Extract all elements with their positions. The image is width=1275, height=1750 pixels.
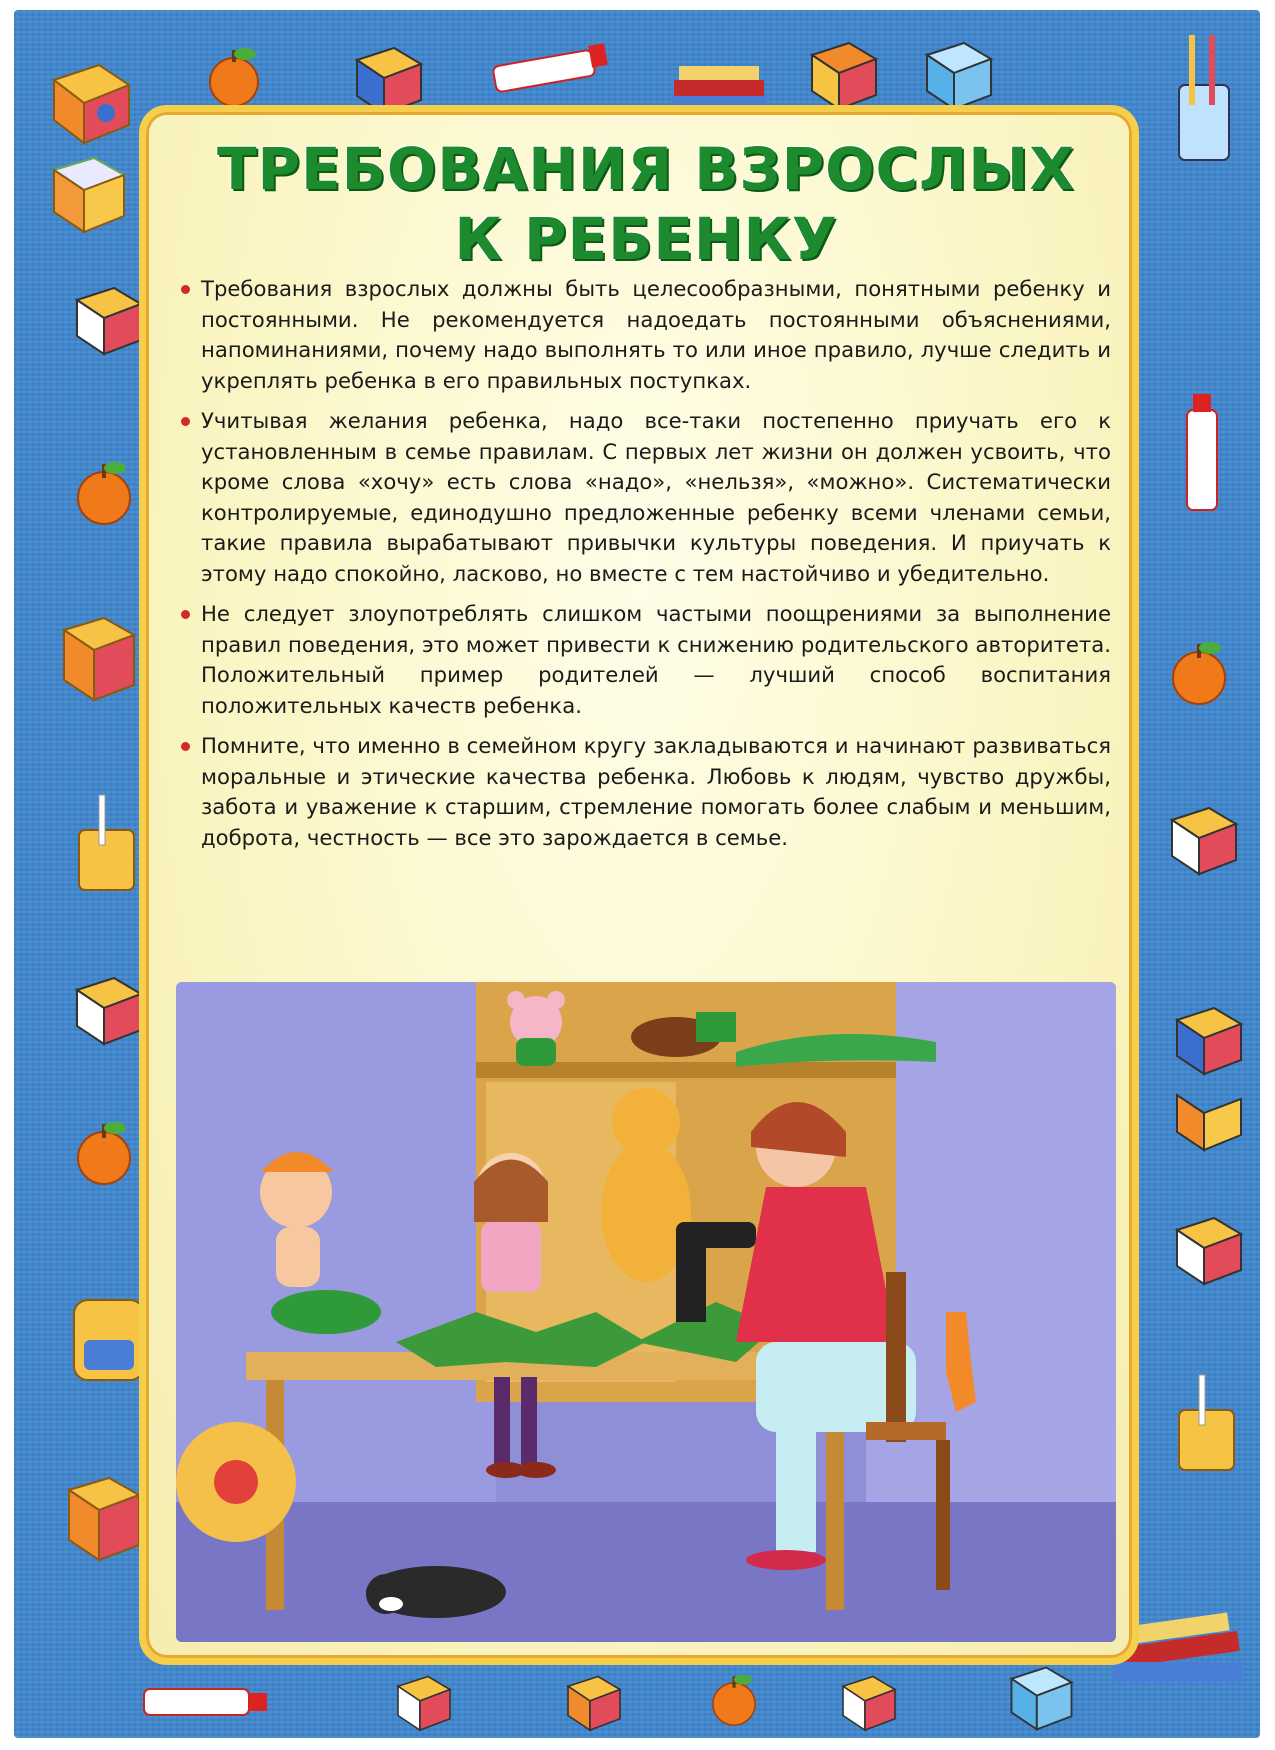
- toothpaste-icon: [484, 40, 614, 100]
- list-item-text: Учитывая желания ребенка, надо все-таки постепенно приучать его к установленным в семье правилам. С первых лет жизни он должен усвоить, что кроме слова «хочу» есть слова «надо», «нельзя», «можно». Систематически контролируемые, единодушно предложенные ребенку всеми членами семьи, такие правила вырабатывают привычки культуры поведения. И приучать к этому надо спокойно, ласково, но вместе с тем настойчиво и убедительно.: [201, 408, 1111, 586]
- toy-block-icon: [559, 1670, 629, 1735]
- toy-block-icon: [44, 55, 139, 150]
- list-item: [181, 731, 1111, 853]
- bullet-icon: [181, 417, 190, 426]
- bullet-icon: [181, 742, 190, 751]
- poster: [14, 10, 1260, 1738]
- toy-block-icon: [69, 970, 149, 1050]
- toy-block-icon: [69, 280, 149, 390]
- toy-block-icon: [1169, 1210, 1249, 1290]
- list-item: [181, 599, 1111, 721]
- toy-block-icon: [804, 35, 884, 115]
- apple-icon: [69, 1110, 139, 1190]
- toy-block-icon: [1169, 1000, 1249, 1170]
- toothbrush-cup-icon: [1169, 1370, 1249, 1480]
- apple-icon: [69, 450, 139, 530]
- list-item: [181, 274, 1111, 396]
- toy-block-icon: [834, 1670, 904, 1735]
- toy-block-icon: [44, 150, 134, 240]
- content-panel: [139, 105, 1139, 1665]
- toy-block-icon: [1004, 1660, 1079, 1735]
- toothbrush-cup-icon: [1159, 30, 1249, 170]
- list-item: [181, 406, 1111, 589]
- toy-block-icon: [1164, 800, 1244, 880]
- page-title-line2: К РЕБЕНКУ: [454, 205, 838, 273]
- toy-block-icon: [54, 610, 144, 710]
- bullet-icon: [181, 610, 190, 619]
- bullet-list: [181, 274, 1111, 863]
- list-item-text: Не следует злоупотреблять слишком частыми поощрениями за выполнение правил поведения, это может привести к снижению родительского авторитета. Положительный пример родителей — лучший способ воспитания положительных качеств ребенка.: [201, 601, 1111, 718]
- apple-icon: [1164, 630, 1234, 710]
- toy-block-icon: [389, 1670, 459, 1735]
- apple-icon: [199, 40, 269, 110]
- toy-block-icon: [919, 35, 999, 115]
- toothpaste-icon: [1169, 390, 1239, 530]
- list-item-text: Помните, что именно в семейном кругу закладываются и начинают развиваться моральные и этические качества ребенка. Любовь к людям, чувство дружбы, забота и уважение к старшим, стремление помогать более слабым и меньшим, доброта, честность — все это зарождается в семье.: [201, 733, 1111, 850]
- apple-icon: [704, 1665, 764, 1730]
- list-item-text: Требования взрослых должны быть целесообразными, понятными ребенку и постоянными. Не рекомендуется надоедать постоянными объяснениями, напоминаниями, почему надо выполнять то или иное правило, лучше следить и укреплять ребенка в его правильных поступках.: [201, 276, 1111, 393]
- page-title: ТРЕБОВАНИЯ ВЗРОСЛЫХ: [216, 135, 1076, 203]
- family-sewing-illustration: [176, 982, 1116, 1642]
- bullet-icon: [181, 285, 190, 294]
- toy-block-icon: [59, 1470, 149, 1570]
- toothpaste-icon: [134, 1675, 274, 1730]
